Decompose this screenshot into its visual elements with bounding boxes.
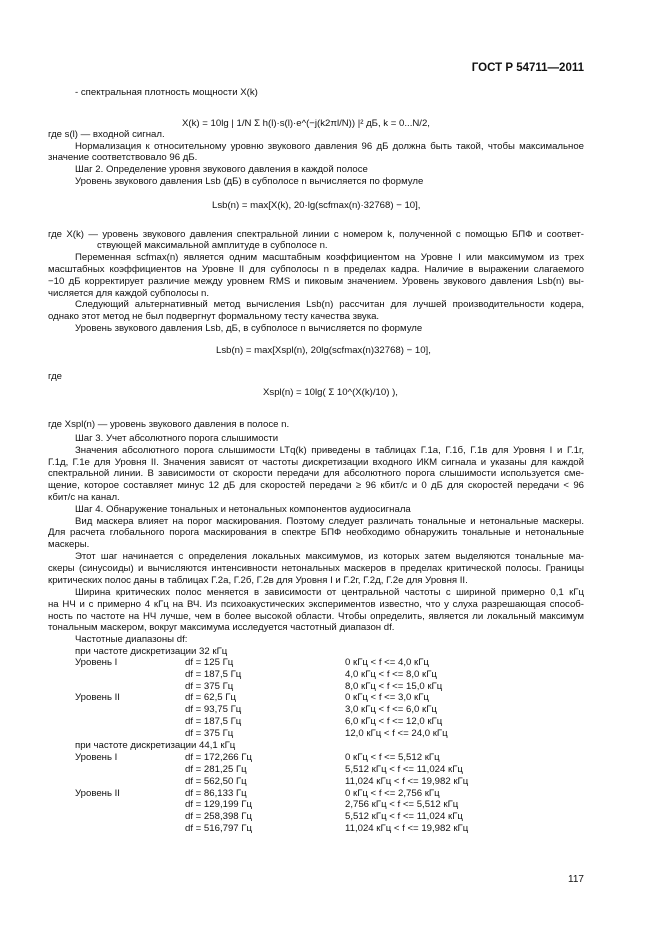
text-line: Г.1д, Г.1е для Уровня II. Значения зависят от частоты дискретизации входного ИКМ сигнала и указаны для каждой [48,457,584,468]
text-line: Шаг 2. Определение уровня звукового давления в каждой полосе [75,164,368,175]
text-line: скеры (синусоиды) и вычисляются интенсивности нетональных маскеров в пределах критической полосы. Границы [48,563,584,574]
table-cell-df: df = 187,5 Гц [185,669,242,680]
table-cell-level: Уровень I [75,752,118,763]
table-cell-range: 11,024 кГц < f <= 19,982 кГц [345,823,469,834]
text-line: Уровень звукового давления Lsb, дБ, в субполосе n вычисляется по формуле [75,323,423,334]
text-line: Вид маскера влияет на порог маскирования. Поэтому следует различать тональные и нетональные маскеры. [75,516,584,527]
text-line: Ширина критических полос меняется в зависимости от центральной частоты с шириной примерно 0,1 кГц [75,587,584,598]
table-cell-range: 11,024 кГц < f <= 19,982 кГц [345,776,469,787]
table-cell-range: 0 кГц < f <= 4,0 кГц [345,657,429,668]
text-line: ствующей максимальной амплитуде в субполосе n. [97,240,328,251]
text-line: Переменная scfmax(n) является одним масштабным коэффициентом на Уровне I или максимумом из трех [75,252,584,263]
text-line: кбит/с на канал. [48,492,120,503]
text-line: Следующий альтернативный метод вычисления Lsb(n) рассчитан для лучшей производительности кодера, [75,299,584,310]
table-cell-df: df = 187,5 Гц [185,716,242,727]
text-line: числяется для каждой субполосы n. [48,288,209,299]
text-line: ность по частоте на НЧ лучше, чем в более высокой области. Чтобы определить, является ли локальный максимум [48,611,584,622]
table-cell-range: 0 кГц < f <= 3,0 кГц [345,692,429,703]
table-group-title: при частоте дискретизации 32 кГц [75,646,228,657]
text-line: Уровень звукового давления Lsb (дБ) в субполосе n вычисляется по формуле [75,176,424,187]
text-line: −10 дБ корректирует различие между уровнем RMS и пиковым значением. Уровень звукового давления Lsb(n) вы- [48,276,584,287]
table-cell-level: Уровень I [75,657,118,668]
document-header: ГОСТ Р 54711—2011 [471,62,584,74]
text-line: Нормализация к относительному уровню звукового давления 96 дБ должна быть такой, чтобы максимальное [75,141,584,152]
table-cell-df: df = 62,5 Гц [185,692,236,703]
table-cell-df: df = 93,75 Гц [185,704,242,715]
table-cell-range: 12,0 кГц < f <= 24,0 кГц [345,728,448,739]
text-line: Значения абсолютного порога слышимости LTq(k) приведены в таблицах Г.1а, Г.1б, Г.1в для Уровня I и Г.1г, [75,445,584,456]
text-line: Частотные диапазоны df: [75,634,188,645]
table-cell-df: df = 375 Гц [185,728,234,739]
text-line: критических полос даны в таблицах Г.2а, Г.2б, Г.2в для Уровня I и Г.2г, Г.2д, Г.2е для Уровня II. [48,575,468,586]
text-line: Для расчета глобального порога маскирования в спектре БПФ необходимо обнаружить тональные и нетональные [48,527,584,538]
table-cell-level: Уровень II [75,692,120,703]
text-line: Шаг 4. Обнаружение тональных и нетональных компонентов аудиосигнала [75,504,411,515]
text-line: масштабных коэффициентов на Уровне II для субполосы n в пределах кадра. Наличие в выражении слагаемого [48,264,584,275]
formula-spl-subband: Lsb(n) = max[X(k), 20·lg(scfmax(n)·32768) − 10], [212,200,421,211]
text-line: тональным маскером, вокруг максимума исследуется частотный диапазон df. [48,622,395,633]
text-line: значение соответствовало 96 дБ. [48,152,198,163]
table-cell-range: 0 кГц < f <= 5,512 кГц [345,752,440,763]
table-cell-df: df = 86,133 Гц [185,788,247,799]
text-line: где X(k) — уровень звукового давления спектральной линии с номером k, полученной с помощью БПФ и соответ- [48,229,584,240]
table-cell-df: df = 125 Гц [185,657,234,668]
text-line: однако этот метод не был подвергнут формальному тесту качества звука. [48,311,380,322]
table-cell-df: df = 281,25 Гц [185,764,247,775]
table-cell-range: 2,756 кГц < f <= 5,512 кГц [345,799,459,810]
page-number: 117 [568,874,584,885]
table-cell-df: df = 258,398 Гц [185,811,252,822]
table-cell-df: df = 375 Гц [185,681,234,692]
table-cell-df: df = 172,266 Гц [185,752,252,763]
text-line: щение, которое составляет минус 12 дБ для скоростей передачи ≥ 96 кбит/с и 0 дБ для скоростей передачи < 96 [48,480,584,491]
table-cell-df: df = 516,797 Гц [185,823,252,834]
text-line: где s(l) — входной сигнал. [48,129,165,140]
text-line: где Xspl(n) — уровень звукового давления в полосе n. [48,419,290,430]
text-line: маскеры. [48,539,90,550]
text-line: спектральной линии. В зависимости от скорости передачи для абсолютного порога слышимости используется сме- [48,468,584,479]
table-cell-range: 6,0 кГц < f <= 12,0 кГц [345,716,443,727]
text-line: где [48,371,63,382]
table-cell-range: 8,0 кГц < f <= 15,0 кГц [345,681,443,692]
text-line: Этот шаг начинается с определения локальных максимумов, из которых затем выделяются тональные ма- [75,551,584,562]
text-line: - спектральная плотность мощности X(k) [75,87,258,98]
text-line: Шаг 3. Учет абсолютного порога слышимости [75,433,279,444]
table-cell-level: Уровень II [75,788,120,799]
formula-power-spectrum: X(k) = 10lg | 1/N Σ h(l)·s(l)·e^(−j(k2πl/N)) |² дБ, k = 0...N/2, [182,118,430,129]
table-cell-df: df = 129,199 Гц [185,799,252,810]
table-group-title: при частоте дискретизации 44,1 кГц [75,740,236,751]
table-cell-range: 3,0 кГц < f <= 6,0 кГц [345,704,437,715]
table-cell-range: 5,512 кГц < f <= 11,024 кГц [345,764,463,775]
table-cell-range: 4,0 кГц < f <= 8,0 кГц [345,669,437,680]
table-cell-range: 0 кГц < f <= 2,756 кГц [345,788,440,799]
formula-spl-alt: Lsb(n) = max[Xspl(n), 20lg(scfmax(n)32768) − 10], [216,345,431,356]
table-cell-df: df = 562,50 Гц [185,776,247,787]
formula-xspl: Xspl(n) = 10lg( Σ 10^(X(k)/10) ), [263,387,398,398]
table-cell-range: 5,512 кГц < f <= 11,024 кГц [345,811,463,822]
text-line: на НЧ и с примерно 4 кГц на ВЧ. Из психоакустических экспериментов известно, что у слуха разрешающая способ- [48,599,584,610]
